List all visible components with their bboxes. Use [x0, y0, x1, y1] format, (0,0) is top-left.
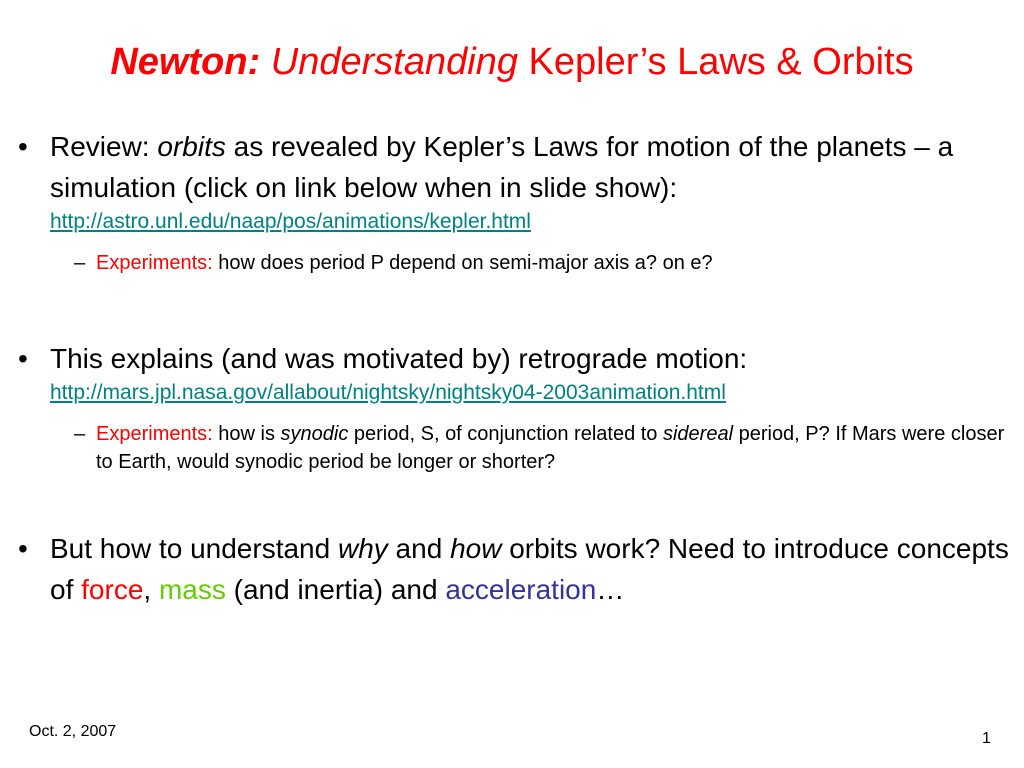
bullet-forces — [18, 528, 1010, 610]
bullet-marker: • — [18, 131, 28, 162]
sub-bullet-marker: – — [74, 252, 86, 274]
bullet-text: , — [143, 574, 159, 605]
term-mass: mass — [158, 574, 226, 605]
sub-bullet-text: period, P? If Mars were closer to Earth, would synodic period be longer or shorter? — [96, 423, 1005, 473]
term-force: force — [81, 574, 144, 605]
bullet-marker: • — [18, 533, 28, 564]
sub-bullet-text-italic: synodic — [280, 423, 349, 445]
bullet-text-italic: orbits — [157, 131, 226, 162]
bullet-retrograde — [18, 338, 1010, 407]
footer-date: Oct. 2, 2007 — [29, 723, 117, 740]
bullet-text: This explains (and was motivated by) retrograde motion: — [50, 343, 748, 374]
title-newton: Newton: — [110, 41, 261, 83]
bullet-review — [18, 126, 1010, 236]
sub-bullet-text-italic: sidereal — [662, 423, 734, 445]
bullet-text: But how to understand — [50, 533, 338, 564]
sub-bullet-text: how is — [212, 423, 281, 445]
slide-number: 1 — [982, 730, 991, 747]
experiments-label: Experiments: — [96, 252, 213, 274]
bullet-text: Review: — [50, 131, 158, 162]
slide-title — [0, 38, 1024, 86]
bullet-text-italic: how — [450, 533, 502, 564]
kepler-simulation-link[interactable]: http://astro.unl.edu/naap/pos/animations/kepler.html — [50, 210, 531, 233]
experiments-label: Experiments: — [96, 423, 213, 445]
bullet-text: (and inertia) and — [225, 574, 446, 605]
bullet-marker: • — [18, 343, 28, 374]
retrograde-animation-link[interactable]: http://mars.jpl.nasa.gov/allabout/nightsky/nightsky04-2003animation.html — [50, 381, 726, 404]
bullet-text: … — [596, 574, 625, 605]
bullet-text: and — [387, 533, 451, 564]
term-acceleration: acceleration — [445, 574, 597, 605]
sub-bullet-experiments-synodic — [74, 420, 1008, 476]
title-keplers-laws: Kepler’s Laws & Orbits — [528, 41, 914, 83]
bullet-text: orbits work? Need to introduce concepts of — [50, 533, 1009, 605]
bullet-text-italic: why — [337, 533, 388, 564]
sub-bullet-marker: – — [74, 423, 86, 445]
sub-bullet-text: period, S, of conjunction related to — [348, 423, 663, 445]
sub-bullet-experiments-period — [74, 249, 1008, 277]
sub-bullet-text: how does period P depend on semi-major axis a? on e? — [212, 252, 713, 274]
bullet-text: as revealed by Kepler’s Laws for motion of the planets – a simulation (click on link below when in slide show): — [50, 131, 954, 203]
title-understanding: Understanding — [270, 41, 518, 83]
